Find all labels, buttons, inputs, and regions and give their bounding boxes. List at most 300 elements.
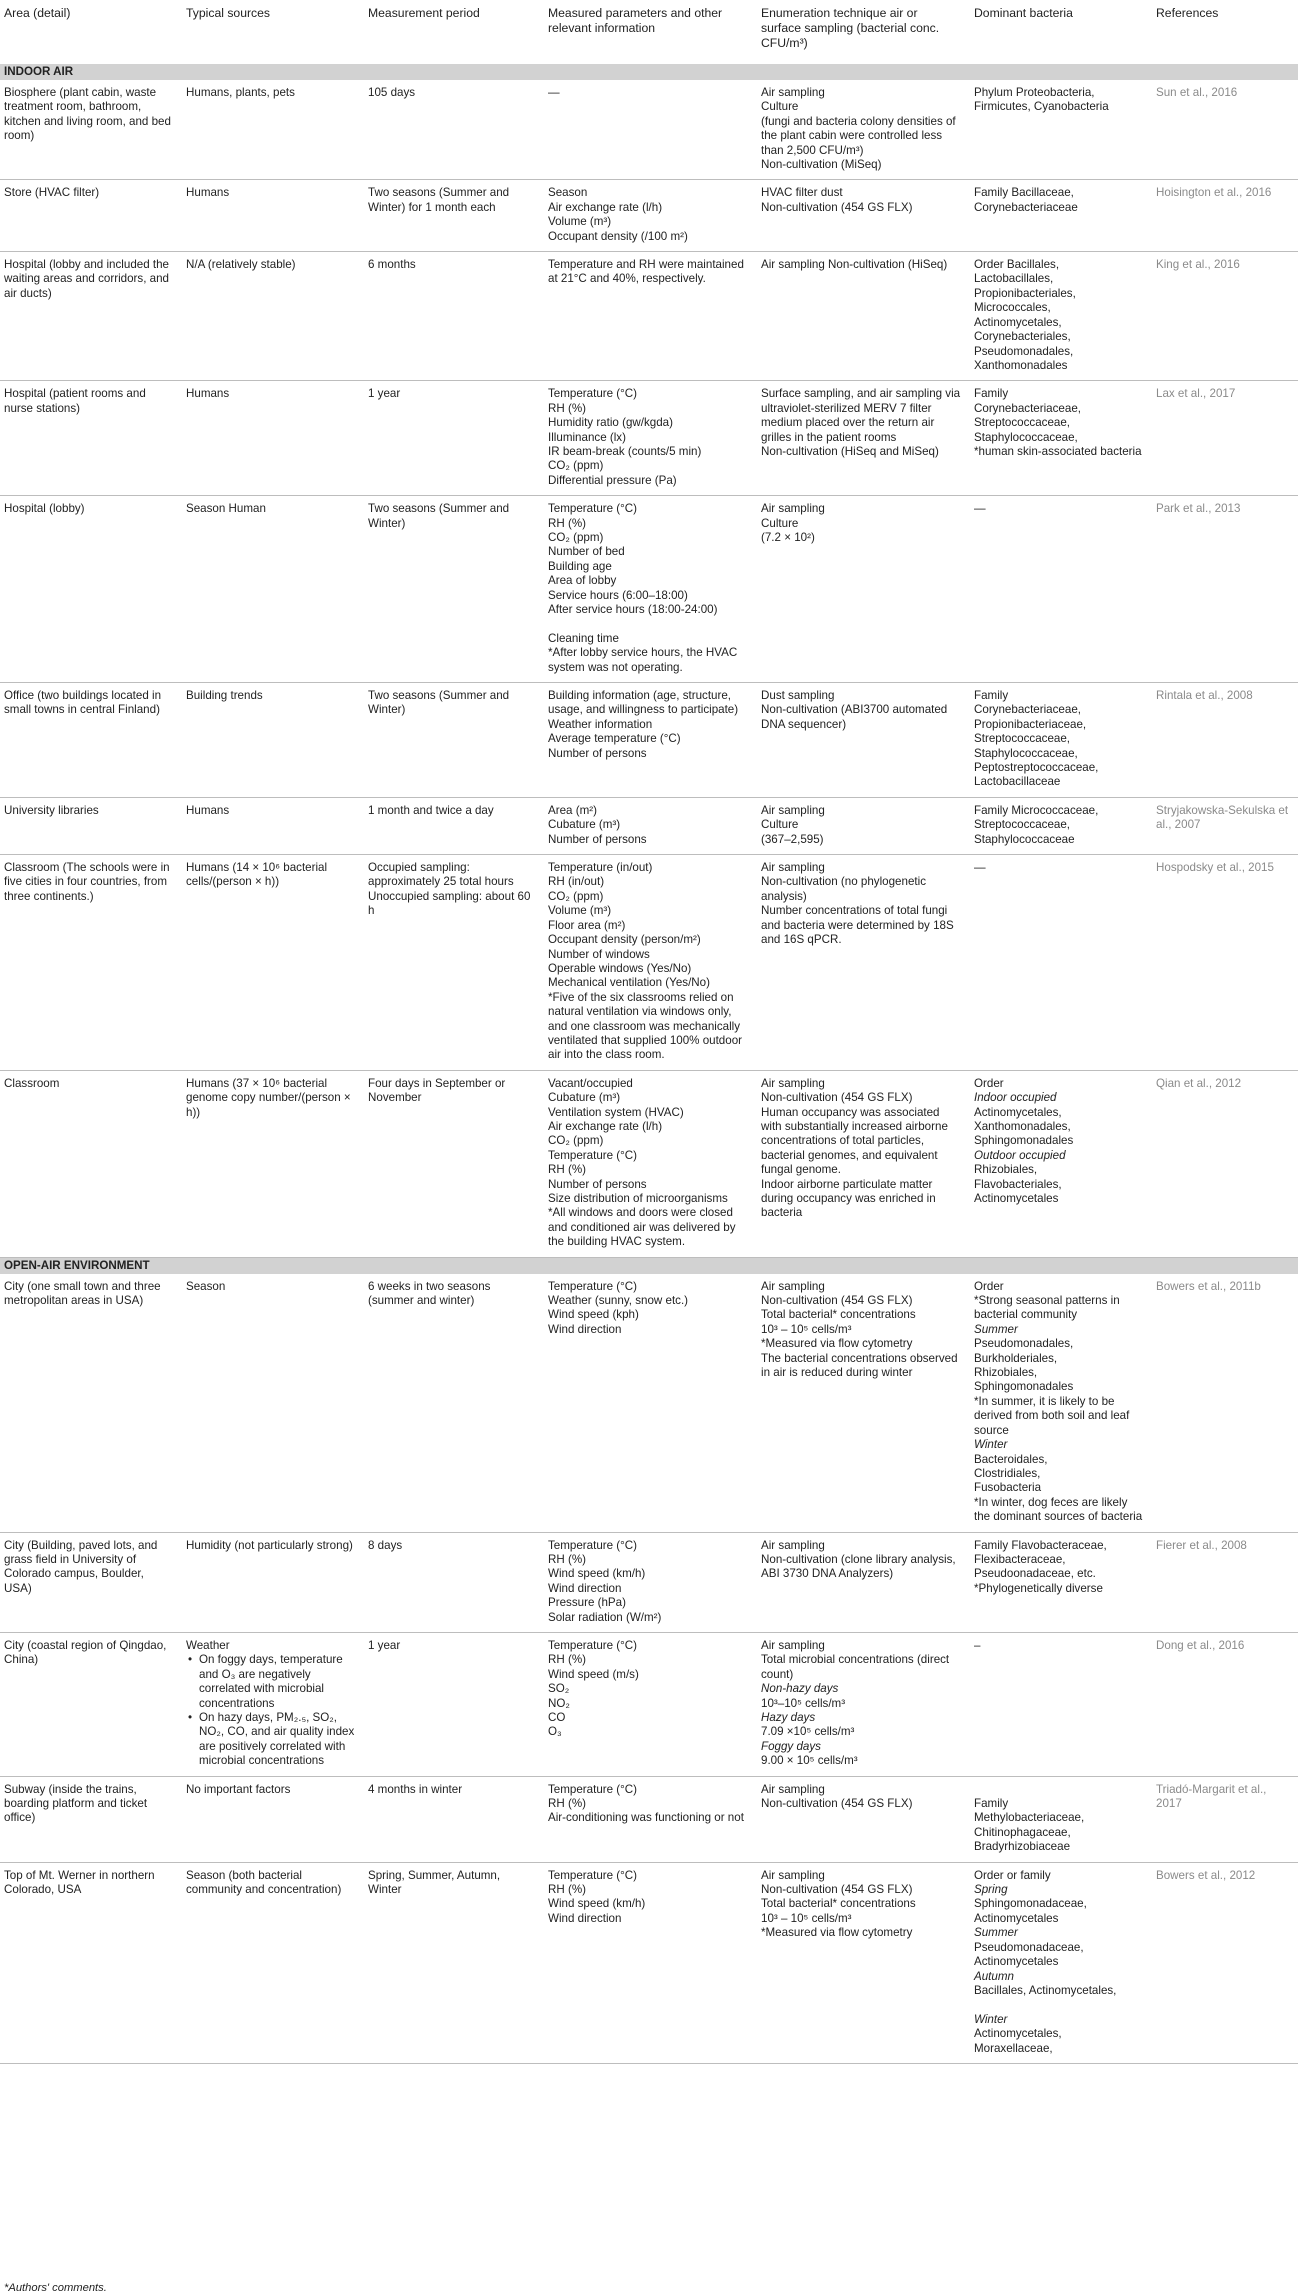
cell-line: Wind direction bbox=[548, 1322, 622, 1336]
cell-line: Non-cultivation (454 GS FLX) bbox=[761, 1294, 913, 1308]
cell-line: *All windows and doors were closed and conditioned air was delivered by the building HVAC system. bbox=[548, 1206, 736, 1249]
cell-line: Culture bbox=[761, 516, 799, 530]
cell-reference: Hospodsky et al., 2015 bbox=[1152, 855, 1298, 1071]
cell-parameters bbox=[544, 1862, 757, 2063]
cell-line: RH (in/out) bbox=[548, 875, 605, 889]
section-header-row bbox=[0, 64, 1298, 80]
cell-line: Burkholderiales, bbox=[974, 1351, 1058, 1365]
cell-sources bbox=[182, 381, 364, 496]
cell-line: 7.09 ×10⁵ cells/m³ bbox=[761, 1725, 855, 1739]
cell-parameters bbox=[544, 80, 757, 180]
cell-line: Two seasons (Summer and Winter) for 1 month each bbox=[368, 186, 510, 214]
cell-line: Humans (14 × 10⁶ bacterial cells/(person × h)) bbox=[186, 861, 328, 889]
cell-line bbox=[974, 1998, 1144, 2012]
cell-technique bbox=[757, 797, 970, 854]
cell-line: — bbox=[974, 861, 986, 875]
cell-line: Operable windows (Yes/No) bbox=[548, 961, 692, 975]
cell-line: Autumn bbox=[974, 1969, 1014, 1983]
cell-bacteria bbox=[970, 1776, 1152, 1862]
cell-line: Non-cultivation (no phylogenetic analysis) bbox=[761, 875, 926, 903]
cell-reference: Sun et al., 2016 bbox=[1152, 80, 1298, 180]
cell-line: SO₂ bbox=[548, 1682, 570, 1696]
cell-line: *In winter, dog feces are likely the dominant sources of bacteria bbox=[974, 1495, 1143, 1524]
table-row bbox=[0, 1862, 1298, 2063]
cell-line: 1 month and twice a day bbox=[368, 803, 494, 817]
cell-area bbox=[0, 252, 182, 381]
cell-area bbox=[0, 1862, 182, 2063]
cell-reference: Dong et al., 2016 bbox=[1152, 1632, 1298, 1776]
cell-technique bbox=[757, 496, 970, 683]
cell-line: Number of persons bbox=[548, 746, 647, 760]
cell-line: Number concentrations of total fungi and bacteria were determined by 18S and 16S qPCR. bbox=[761, 904, 954, 947]
cell-line: Pseudomonadales, bbox=[974, 1337, 1074, 1351]
cell-line: Non-cultivation (454 GS FLX) bbox=[761, 1797, 913, 1811]
cell-line: Temperature (°C) bbox=[548, 1782, 638, 1796]
cell-line: Temperature (°C) bbox=[548, 1148, 638, 1162]
cell-bacteria bbox=[970, 1070, 1152, 1257]
cell-line: Streptococcaceae, bbox=[974, 416, 1071, 430]
cell-line: Bradyrhizobiaceae bbox=[974, 1840, 1071, 1854]
cell-line: Humans (37 × 10⁶ bacterial genome copy number/(person × h)) bbox=[186, 1076, 351, 1119]
cell-area bbox=[0, 80, 182, 180]
cell-line: Temperature (°C) bbox=[548, 387, 638, 401]
cell-line: Surface sampling, and air sampling via ultraviolet-sterilized MERV 7 filter medium placed over the return air grilles in the patient rooms bbox=[761, 387, 961, 444]
cell-line: Total microbial concentrations (direct count) bbox=[761, 1653, 950, 1681]
cell-line: Temperature (°C) bbox=[548, 1538, 638, 1552]
cell-line: Illuminance (lx) bbox=[548, 430, 626, 444]
cell-line: Streptococcaceae, bbox=[974, 818, 1071, 832]
bullet-item: • On foggy days, temperature and O₃ are negatively correlated with microbial concentrations bbox=[199, 1653, 356, 1711]
cell-line: Winter bbox=[974, 2012, 1008, 2026]
cell-period bbox=[364, 381, 544, 496]
section-header-row bbox=[0, 1257, 1298, 1274]
cell-line: Peptostreptococcaceae, bbox=[974, 761, 1099, 775]
cell-parameters bbox=[544, 252, 757, 381]
cell-line: 6 weeks in two seasons (summer and winter) bbox=[368, 1279, 491, 1308]
cell-line: RH (%) bbox=[548, 1552, 586, 1566]
cell-line: Family Flavobacteraceae, bbox=[974, 1538, 1107, 1552]
cell-line: Indoor occupied bbox=[974, 1091, 1057, 1105]
cell-line: RH (%) bbox=[548, 1883, 586, 1897]
cell-reference: Triadó-Margarit et al., 2017 bbox=[1152, 1776, 1298, 1862]
cell-sources bbox=[182, 1274, 364, 1532]
cell-line: Number of persons bbox=[548, 832, 647, 846]
cell-line: IR beam-break (counts/5 min) bbox=[548, 444, 702, 458]
cell-line: Pseudomonadales, bbox=[974, 344, 1074, 358]
table-row bbox=[0, 1274, 1298, 1532]
cell-reference: Lax et al., 2017 bbox=[1152, 381, 1298, 496]
cell-line: Staphylococcaceae bbox=[974, 832, 1075, 846]
cell-line: Hospital (lobby and included the waiting areas and corridors, and air ducts) bbox=[4, 258, 169, 300]
cell-line: Winter bbox=[974, 1438, 1008, 1452]
cell-line: Order or family bbox=[974, 1868, 1051, 1882]
cell-line: Actinomycetales, bbox=[974, 2027, 1062, 2041]
cell-bacteria bbox=[970, 381, 1152, 496]
cell-line: Xanthomonadales, bbox=[974, 1119, 1071, 1133]
cell-period bbox=[364, 683, 544, 798]
cell-reference: Park et al., 2013 bbox=[1152, 496, 1298, 683]
cell-line: Air sampling bbox=[761, 502, 825, 516]
cell-line: Bacteroidales, bbox=[974, 1452, 1048, 1466]
cell-sources bbox=[182, 1776, 364, 1862]
cell-line: Methylobacteriaceae, bbox=[974, 1811, 1085, 1825]
cell-line: Humans, plants, pets bbox=[186, 86, 295, 99]
cell-sources bbox=[182, 80, 364, 180]
cell-bacteria bbox=[970, 1532, 1152, 1632]
cell-parameters bbox=[544, 1776, 757, 1862]
cell-line: *Measured via flow cytometry bbox=[761, 1926, 913, 1940]
cell-area bbox=[0, 797, 182, 854]
cell-line: Wind speed (km/h) bbox=[548, 1897, 646, 1911]
cell-period bbox=[364, 252, 544, 381]
cell-line: Air sampling bbox=[761, 86, 825, 99]
cell-reference: Fierer et al., 2008 bbox=[1152, 1532, 1298, 1632]
header-period: Measurement period bbox=[368, 6, 480, 20]
table-row bbox=[0, 1070, 1298, 1257]
cell-line: Air-conditioning was functioning or not bbox=[548, 1811, 744, 1825]
cell-line: 10³ – 10⁵ cells/m³ bbox=[761, 1322, 852, 1336]
cell-area bbox=[0, 381, 182, 496]
cell-line: Moraxellaceae, bbox=[974, 2041, 1053, 2055]
cell-line: Building trends bbox=[186, 689, 263, 703]
header-area: Area (detail) bbox=[4, 6, 71, 20]
cell-line: Actinomycetales bbox=[974, 1911, 1059, 1925]
cell-line: Top of Mt. Werner in northern Colorado, USA bbox=[4, 1868, 155, 1897]
cell-line: Actinomycetales, bbox=[974, 1105, 1062, 1119]
cell-reference: Bowers et al., 2011b bbox=[1152, 1274, 1298, 1532]
cell-line: Summer bbox=[974, 1322, 1018, 1336]
cell-line bbox=[548, 617, 749, 631]
header-parameters: Measured parameters and other relevant information bbox=[548, 6, 723, 35]
cell-line: Lactobacillaceae bbox=[974, 775, 1061, 789]
table-body bbox=[0, 64, 1298, 2063]
cell-line: Area of lobby bbox=[548, 574, 617, 588]
cell-line: – bbox=[974, 1638, 981, 1652]
cell-technique bbox=[757, 683, 970, 798]
cell-line: Temperature (°C) bbox=[548, 1868, 638, 1882]
cell-period bbox=[364, 1632, 544, 1776]
cell-line: 10³–10⁵ cells/m³ bbox=[761, 1696, 846, 1710]
table-row bbox=[0, 1632, 1298, 1776]
cell-line: Ventilation system (HVAC) bbox=[548, 1105, 684, 1119]
cell-line: *Phylogenetically diverse bbox=[974, 1581, 1103, 1595]
cell-sources bbox=[182, 496, 364, 683]
cell-line: Air sampling Non-cultivation (HiSeq) bbox=[761, 258, 948, 272]
cell-line: 8 days bbox=[368, 1538, 403, 1552]
cell-line: Hospital (lobby) bbox=[4, 502, 85, 516]
cell-line: Season bbox=[186, 1279, 226, 1293]
cell-bacteria bbox=[970, 797, 1152, 854]
cell-parameters bbox=[544, 1070, 757, 1257]
cell-line: HVAC filter dust bbox=[761, 186, 843, 200]
cell-line: Culture bbox=[761, 818, 799, 832]
cell-line: Sphingomonadales bbox=[974, 1134, 1074, 1148]
cell-line: Foggy days bbox=[761, 1739, 821, 1753]
cell-line: Culture bbox=[761, 100, 799, 114]
cell-line: Solar radiation (W/m²) bbox=[548, 1610, 662, 1624]
cell-line: *Five of the six classrooms relied on natural ventilation via windows only, and one classroom was mechanically ventilated that supplied 100% outdoor air into the class room. bbox=[548, 990, 743, 1062]
cell-line: Cubature (m³) bbox=[548, 818, 621, 832]
cell-bacteria bbox=[970, 180, 1152, 252]
header-references: References bbox=[1156, 6, 1219, 20]
cell-line: Propionibacteriaceae, bbox=[974, 717, 1087, 731]
cell-line: Office (two buildings located in small towns in central Finland) bbox=[4, 689, 162, 717]
cell-reference: King et al., 2016 bbox=[1152, 252, 1298, 381]
cell-line: 9.00 × 10⁵ cells/m³ bbox=[761, 1754, 858, 1768]
cell-line: Air sampling bbox=[761, 861, 825, 875]
cell-line: Weather (sunny, snow etc.) bbox=[548, 1294, 689, 1308]
cell-line: Weather bbox=[186, 1638, 230, 1652]
cell-line: Non-cultivation (454 GS FLX) bbox=[761, 200, 913, 214]
table-row bbox=[0, 1776, 1298, 1862]
cell-line: Family Bacillaceae, bbox=[974, 186, 1074, 200]
cell-line: Hazy days bbox=[761, 1711, 816, 1725]
cell-line: RH (%) bbox=[548, 1163, 586, 1177]
cell-line: *human skin-associated bacteria bbox=[974, 444, 1142, 458]
cell-line: Area (m²) bbox=[548, 803, 597, 817]
cell-sources bbox=[182, 1632, 364, 1776]
cell-line: Human occupancy was associated with substantially increased airborne concentrations of total particles, bacterial genomes, and equivalent fungal genome. bbox=[761, 1105, 948, 1177]
table-row bbox=[0, 180, 1298, 252]
cell-line: Humidity (not particularly strong) bbox=[186, 1538, 353, 1552]
cell-line: Total bacterial* concentrations bbox=[761, 1897, 916, 1911]
cell-line: (367–2,595) bbox=[761, 832, 824, 846]
cell-line: Non-hazy days bbox=[761, 1682, 839, 1696]
cell-line: Corynebacteriaceae, bbox=[974, 703, 1081, 717]
cell-line: CO₂ (ppm) bbox=[548, 530, 604, 544]
cell-line: Humidity ratio (gw/kgda) bbox=[548, 416, 673, 430]
cell-line: City (coastal region of Qingdao, China) bbox=[4, 1638, 167, 1667]
cell-bacteria bbox=[970, 855, 1152, 1071]
table-row bbox=[0, 381, 1298, 496]
cell-bacteria bbox=[970, 683, 1152, 798]
cell-line: Four days in September or November bbox=[368, 1076, 506, 1105]
cell-reference: Stryjakowska-Sekulska et al., 2007 bbox=[1152, 797, 1298, 854]
cell-line: RH (%) bbox=[548, 516, 586, 530]
cell-line: O₃ bbox=[548, 1725, 562, 1739]
header-technique: Enumeration technique air or surface sampling (bacterial conc. CFU/m³) bbox=[761, 6, 940, 50]
cell-line: Air sampling bbox=[761, 1279, 825, 1293]
cell-line: Air sampling bbox=[761, 1076, 825, 1090]
table-row bbox=[0, 496, 1298, 683]
cell-line: Lactobacillales, bbox=[974, 272, 1054, 286]
cell-reference: Qian et al., 2012 bbox=[1152, 1070, 1298, 1257]
cell-line: Dust sampling bbox=[761, 689, 835, 703]
cell-technique bbox=[757, 1776, 970, 1862]
cell-line: Air sampling bbox=[761, 1638, 825, 1652]
cell-line: Indoor airborne particulate matter during occupancy was enriched in bacteria bbox=[761, 1177, 936, 1220]
cell-line: Wind speed (km/h) bbox=[548, 1567, 646, 1581]
header-bacteria: Dominant bacteria bbox=[974, 6, 1073, 20]
cell-line: Air sampling bbox=[761, 1868, 825, 1882]
cell-line: Average temperature (°C) bbox=[548, 732, 681, 746]
table-row bbox=[0, 797, 1298, 854]
cell-line: Order bbox=[974, 1076, 1004, 1090]
cell-line: Cleaning time bbox=[548, 631, 619, 645]
cell-line: Vacant/occupied bbox=[548, 1076, 633, 1090]
table-header bbox=[0, 0, 1298, 64]
cell-line: Pseudoonadaceae, etc. bbox=[974, 1567, 1096, 1581]
cell-technique bbox=[757, 1632, 970, 1776]
cell-sources bbox=[182, 855, 364, 1071]
cell-line: Flexibacteraceae, bbox=[974, 1552, 1066, 1566]
cell-line: Micrococcales, bbox=[974, 301, 1051, 315]
cell-line: Phylum Proteobacteria, Firmicutes, Cyanobacteria bbox=[974, 86, 1109, 114]
footnote: *Authors' comments. bbox=[4, 2282, 107, 2294]
cell-period bbox=[364, 855, 544, 1071]
table-row bbox=[0, 252, 1298, 381]
cell-line: Corynebacteriaceae, bbox=[974, 401, 1081, 415]
cell-line: Number of persons bbox=[548, 1177, 647, 1191]
cell-area bbox=[0, 1070, 182, 1257]
cell-bacteria bbox=[970, 252, 1152, 381]
cell-line: Pseudomonadaceae, bbox=[974, 1940, 1084, 1954]
cell-reference: Rintala et al., 2008 bbox=[1152, 683, 1298, 798]
cell-technique bbox=[757, 180, 970, 252]
cell-line: 6 months bbox=[368, 258, 416, 272]
cell-technique bbox=[757, 1862, 970, 2063]
cell-line: Weather information bbox=[548, 717, 653, 731]
cell-line: Pressure (hPa) bbox=[548, 1596, 626, 1610]
cell-period bbox=[364, 1862, 544, 2063]
cell-line: Family bbox=[974, 387, 1009, 401]
cell-line: CO₂ (ppm) bbox=[548, 1134, 604, 1148]
cell-line: — bbox=[974, 502, 986, 516]
cell-line: Non-cultivation (MiSeq) bbox=[761, 158, 882, 172]
cell-period bbox=[364, 80, 544, 180]
cell-technique bbox=[757, 252, 970, 381]
cell-line: Humans bbox=[186, 186, 230, 200]
cell-period bbox=[364, 1070, 544, 1257]
cell-line: Number of bed bbox=[548, 545, 625, 559]
cell-area bbox=[0, 855, 182, 1071]
cell-line: CO bbox=[548, 1711, 566, 1725]
cell-line: Occupant density (person/m²) bbox=[548, 933, 701, 947]
cell-line: *Measured via flow cytometry bbox=[761, 1337, 913, 1351]
cell-line: Rhizobiales, bbox=[974, 1366, 1038, 1380]
cell-line: Occupant density (/100 m²) bbox=[548, 229, 688, 243]
cell-sources bbox=[182, 683, 364, 798]
cell-line: Hospital (patient rooms and nurse stations) bbox=[4, 387, 146, 415]
cell-line: City (Building, paved lots, and grass field in University of Colorado campus, Boulder, USA) bbox=[4, 1538, 158, 1595]
cell-period bbox=[364, 496, 544, 683]
cell-line: Season bbox=[548, 186, 588, 200]
cell-line: Propionibacteriales, bbox=[974, 286, 1076, 300]
cell-line: Two seasons (Summer and Winter) bbox=[368, 689, 510, 717]
cell-line: Spring, Summer, Autumn, Winter bbox=[368, 1868, 501, 1897]
cell-line: Classroom bbox=[4, 1076, 60, 1090]
cell-line: Temperature (in/out) bbox=[548, 861, 653, 875]
cell-line: Number of windows bbox=[548, 947, 650, 961]
cell-line: Temperature and RH were maintained at 21°C and 40%, respectively. bbox=[548, 258, 744, 286]
cell-line: Temperature (°C) bbox=[548, 1638, 638, 1652]
cell-sources bbox=[182, 1070, 364, 1257]
bullet-list bbox=[186, 1653, 356, 1768]
cell-technique bbox=[757, 1274, 970, 1532]
cell-technique bbox=[757, 1070, 970, 1257]
cell-area bbox=[0, 1532, 182, 1632]
cell-parameters bbox=[544, 381, 757, 496]
cell-bacteria bbox=[970, 80, 1152, 180]
cell-line: Clostridiales, bbox=[974, 1466, 1041, 1480]
cell-line: Corynebacteriaceae bbox=[974, 200, 1078, 214]
cell-line: 1 year bbox=[368, 387, 401, 401]
cell-bacteria bbox=[970, 1632, 1152, 1776]
cell-parameters bbox=[544, 1632, 757, 1776]
cell-period bbox=[364, 180, 544, 252]
cell-line: Chitinophagaceae, bbox=[974, 1825, 1071, 1839]
cell-line: Wind direction bbox=[548, 1911, 622, 1925]
cell-line: RH (%) bbox=[548, 1797, 586, 1811]
cell-parameters bbox=[544, 797, 757, 854]
cell-line: Non-cultivation (ABI3700 automated DNA sequencer) bbox=[761, 703, 948, 731]
cell-line: Humans bbox=[186, 803, 230, 817]
cell-line: 1 year bbox=[368, 1638, 401, 1652]
cell-line: Service hours (6:00–18:00) bbox=[548, 588, 688, 602]
cell-line: Cubature (m³) bbox=[548, 1091, 621, 1105]
cell-technique bbox=[757, 381, 970, 496]
cell-line: The bacterial concentrations observed in air is reduced during winter bbox=[761, 1351, 958, 1380]
cell-line: Actinomycetales bbox=[974, 1955, 1059, 1969]
cell-line: Wind speed (kph) bbox=[548, 1308, 639, 1322]
cell-line: Non-cultivation (HiSeq and MiSeq) bbox=[761, 444, 939, 458]
cell-period bbox=[364, 1274, 544, 1532]
cell-line: Volume (m³) bbox=[548, 215, 612, 229]
cell-line: Building age bbox=[548, 559, 612, 573]
section-title: INDOOR AIR bbox=[0, 64, 1298, 80]
cell-line: Summer bbox=[974, 1926, 1018, 1940]
cell-line: Outdoor occupied bbox=[974, 1148, 1066, 1162]
cell-sources bbox=[182, 1862, 364, 2063]
table-row bbox=[0, 1532, 1298, 1632]
cell-sources bbox=[182, 797, 364, 854]
cell-line: 105 days bbox=[368, 86, 416, 99]
cell-parameters bbox=[544, 855, 757, 1071]
cell-line: Staphylococcaceae, bbox=[974, 746, 1078, 760]
cell-line: 10³ – 10⁵ cells/m³ bbox=[761, 1911, 852, 1925]
table-row bbox=[0, 855, 1298, 1071]
cell-reference: Hoisington et al., 2016 bbox=[1152, 180, 1298, 252]
cell-line: CO₂ (ppm) bbox=[548, 459, 604, 473]
cell-line: Volume (m³) bbox=[548, 904, 612, 918]
cell-line: Corynebacteriales, bbox=[974, 330, 1071, 344]
cell-parameters bbox=[544, 496, 757, 683]
cell-parameters bbox=[544, 1274, 757, 1532]
cell-line: Differential pressure (Pa) bbox=[548, 473, 677, 487]
cell-sources bbox=[182, 180, 364, 252]
cell-line: No important factors bbox=[186, 1782, 291, 1796]
cell-line: Actinomycetales, bbox=[974, 315, 1062, 329]
cell-reference: Bowers et al., 2012 bbox=[1152, 1862, 1298, 2063]
section-title: OPEN-AIR ENVIRONMENT bbox=[0, 1257, 1298, 1274]
cell-line: Occupied sampling: approximately 25 total hours Unoccupied sampling: about 60 h bbox=[368, 861, 531, 918]
cell-line: Sphingomonadaceae, bbox=[974, 1897, 1087, 1911]
cell-line: Temperature (°C) bbox=[548, 502, 638, 516]
cell-line: Temperature (°C) bbox=[548, 1279, 638, 1293]
cell-line: *In summer, it is likely to be derived from both soil and leaf source bbox=[974, 1394, 1130, 1437]
cell-bacteria bbox=[970, 1862, 1152, 2063]
cell-technique bbox=[757, 855, 970, 1071]
table-row bbox=[0, 683, 1298, 798]
cell-line: (7.2 × 10²) bbox=[761, 530, 815, 544]
cell-line: (fungi and bacteria colony densities of the plant cabin were controlled less than 2,500 CFU/m³) bbox=[761, 114, 956, 157]
cell-parameters bbox=[544, 180, 757, 252]
cell-line: 4 months in winter bbox=[368, 1782, 463, 1796]
cell-line: Actinomycetales bbox=[974, 1192, 1059, 1206]
cell-period bbox=[364, 1776, 544, 1862]
cell-line: Air exchange rate (l/h) bbox=[548, 1119, 663, 1133]
cell-period bbox=[364, 797, 544, 854]
